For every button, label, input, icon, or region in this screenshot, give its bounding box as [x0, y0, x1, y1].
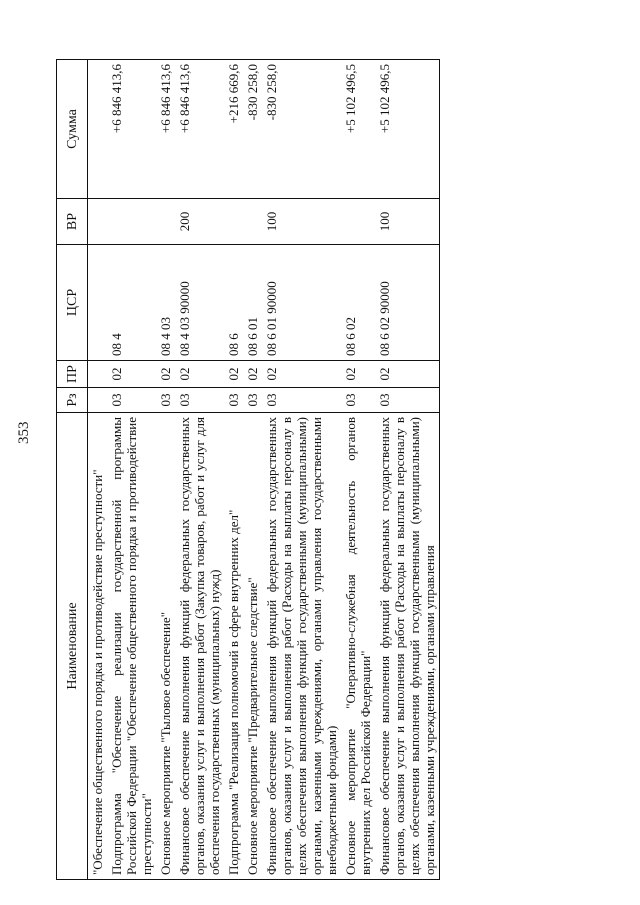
row-pr: 02: [156, 361, 175, 388]
row-sum: -830 258,0: [262, 60, 341, 199]
row-pr: [88, 361, 108, 388]
row-pr: 02: [375, 361, 440, 388]
table-row: [88, 60, 108, 880]
row-name: Основное мероприятие "Оперативно-служебная деятельность органов внутренних дел Российской Федерации": [341, 413, 375, 880]
row-vr: 100: [375, 199, 440, 245]
row-rz: 03: [262, 388, 341, 413]
row-name: Финансовое обеспечение выполнения функций федеральных государственных органов, оказания услуг и выполнения работ (Расходы на выплаты персоналу в целях обеспечения выполнения функций государственными (муниципальными) органами, казенными учреждениями, органами управления государственными внебюджетными фондами): [262, 413, 341, 880]
row-csr: 08 6: [224, 245, 243, 361]
row-pr: 02: [243, 361, 262, 388]
row-vr: 100: [262, 199, 341, 245]
header-sum: Сумма: [57, 60, 88, 199]
row-csr: 08 6 02: [341, 245, 375, 361]
row-sum: +6 846 413,6: [156, 60, 175, 199]
page-number: [16, 421, 32, 445]
row-vr: [156, 199, 175, 245]
header-vr: ВР: [57, 199, 88, 245]
header-name: Наименование: [57, 413, 88, 880]
row-sum: -830 258,0: [243, 60, 262, 199]
table-row: [262, 60, 341, 880]
row-name: Подпрограмма "Реализация полномочий в сфере внутренних дел": [224, 413, 243, 880]
row-rz: 03: [375, 388, 440, 413]
row-rz: 03: [175, 388, 224, 413]
row-csr: 08 4 03 90000: [175, 245, 224, 361]
page-number-text: 353: [16, 421, 32, 444]
row-name: Финансовое обеспечение выполнения функций федеральных государственных органов, оказания услуг и выполнения работ (Закупка товаров, работ и услуг для обеспечения государственных (муниципальных) нужд): [175, 413, 224, 880]
row-vr: [88, 199, 108, 245]
row-sum: +6 846 413,6: [107, 60, 156, 199]
row-sum: +5 102 496,5: [341, 60, 375, 199]
row-pr: 02: [262, 361, 341, 388]
row-sum: [88, 60, 108, 199]
row-csr: 08 6 02 90000: [375, 245, 440, 361]
row-csr: [88, 245, 108, 361]
row-vr: [243, 199, 262, 245]
row-name: Основное мероприятие "Тыловое обеспечение": [156, 413, 175, 880]
row-csr: 08 4: [107, 245, 156, 361]
row-sum: +5 102 496,5: [375, 60, 440, 199]
table-row: [156, 60, 175, 880]
row-name: "Обеспечение общественного порядка и противодействие преступности": [88, 413, 108, 880]
row-rz: 03: [156, 388, 175, 413]
row-vr: [107, 199, 156, 245]
header-rz: Рз: [57, 388, 88, 413]
row-csr: 08 4 03: [156, 245, 175, 361]
table-header-row: [57, 60, 88, 880]
row-vr: [224, 199, 243, 245]
table-row: [243, 60, 262, 880]
row-rz: 03: [224, 388, 243, 413]
row-vr: [341, 199, 375, 245]
row-pr: 02: [175, 361, 224, 388]
table-row: [107, 60, 156, 880]
row-pr: 02: [341, 361, 375, 388]
row-vr: 200: [175, 199, 224, 245]
row-pr: 02: [107, 361, 156, 388]
header-csr: ЦСР: [57, 245, 88, 361]
row-csr: 08 6 01 90000: [262, 245, 341, 361]
row-name: Подпрограмма "Обеспечение реализации государственной программы Российской Федерации "Обеспечение общественного порядка и противодействие преступности": [107, 413, 156, 880]
table-row: [341, 60, 375, 880]
row-sum: +216 669,6: [224, 60, 243, 199]
row-rz: 03: [107, 388, 156, 413]
row-name: Основное мероприятие "Предварительное следствие": [243, 413, 262, 880]
row-rz: 03: [341, 388, 375, 413]
row-rz: 03: [243, 388, 262, 413]
budget-table: [56, 59, 440, 880]
row-rz: [88, 388, 108, 413]
rotated-table-container: [56, 60, 616, 880]
header-pr: ПР: [57, 361, 88, 388]
row-csr: 08 6 01: [243, 245, 262, 361]
table-row: [224, 60, 243, 880]
row-pr: 02: [224, 361, 243, 388]
row-sum: +6 846 413,6: [175, 60, 224, 199]
row-name: Финансовое обеспечение выполнения функций федеральных государственных органов, оказания услуг и выполнения работ (Расходы на выплаты персоналу в целях обеспечения выполнения функций государственными (муниципальными) органами, казенными учреждениями, органами управления: [375, 413, 440, 880]
table-row: [175, 60, 224, 880]
table-row: [375, 60, 440, 880]
